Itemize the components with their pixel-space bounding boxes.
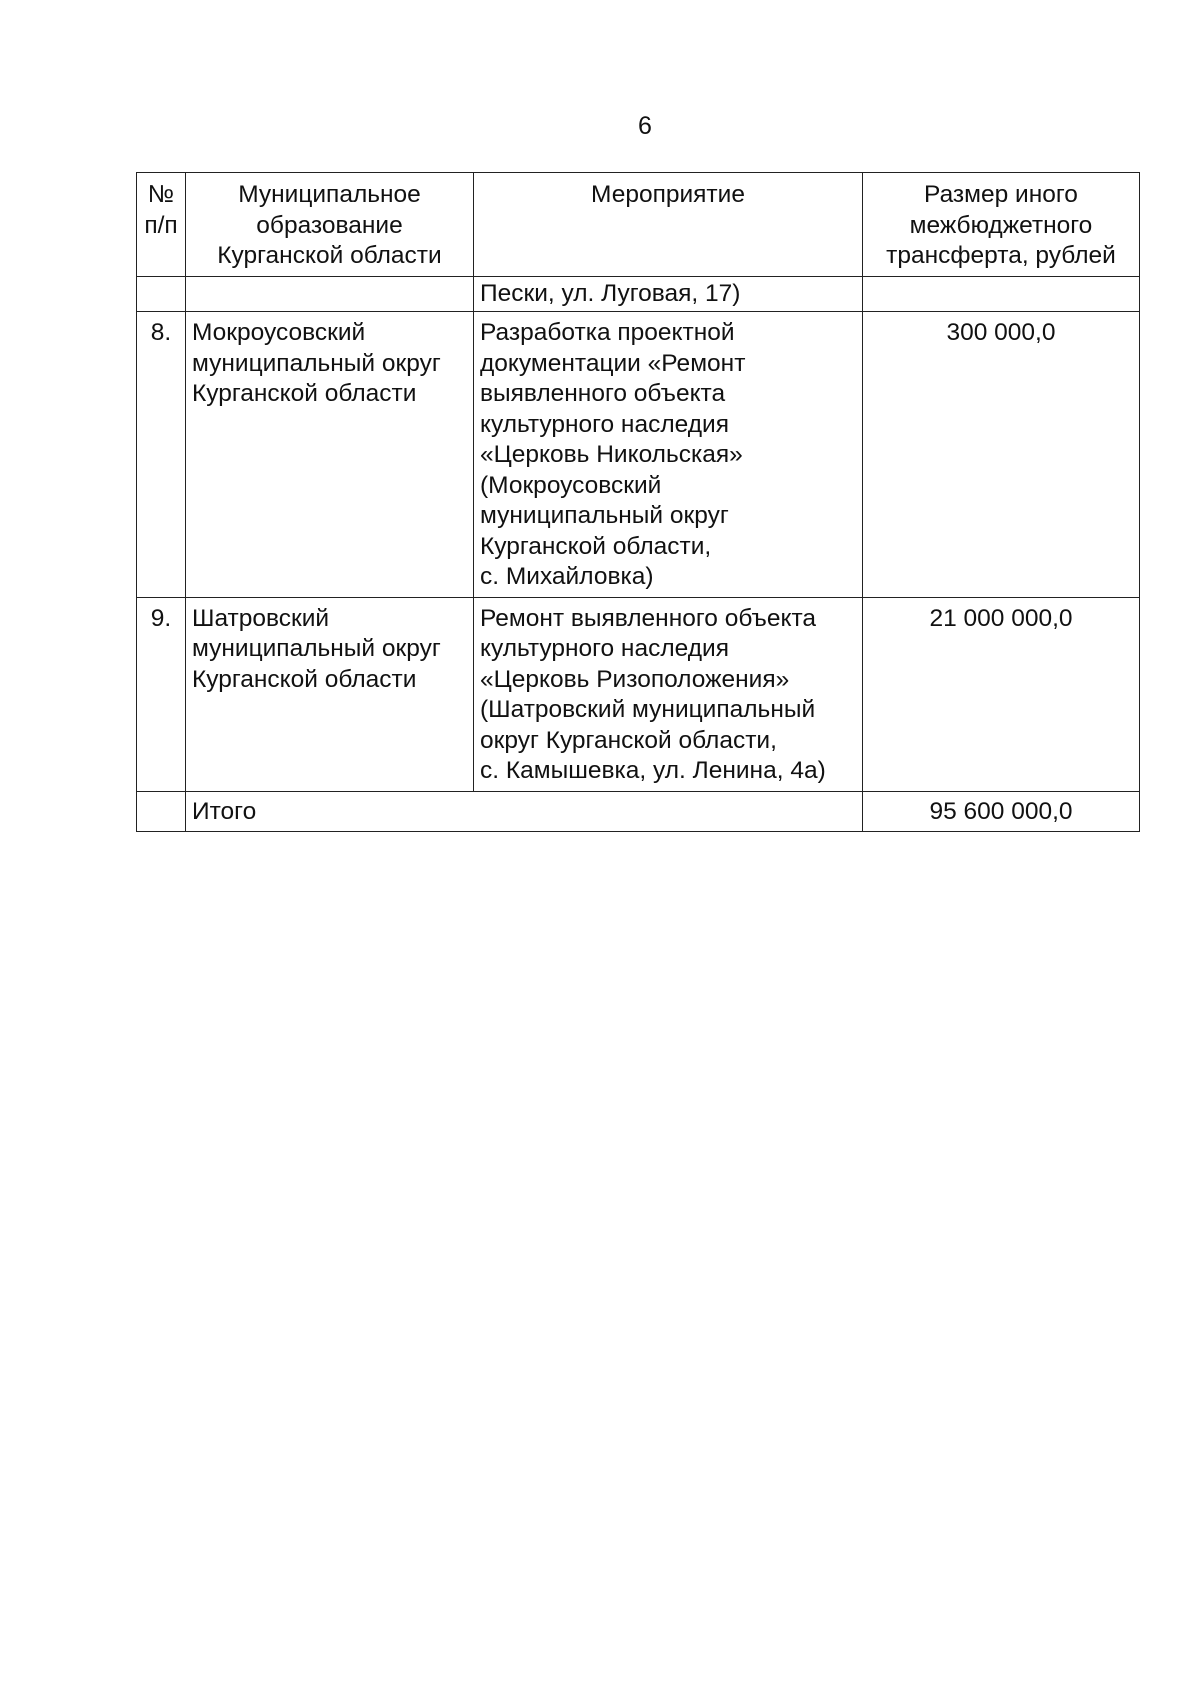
- total-label: Итого: [186, 791, 863, 832]
- table-row: [137, 597, 1140, 791]
- cell-num: 8.: [137, 312, 186, 598]
- header-municipality: Муниципальное образование Курганской области: [186, 173, 474, 277]
- header-num: № п/п: [137, 173, 186, 277]
- header-amount: Размер иного межбюджетного трансферта, рублей: [863, 173, 1140, 277]
- cell-municipality: Мокроусовский муниципальный округ Курганской области: [186, 312, 474, 598]
- table-total-row: [137, 791, 1140, 832]
- transfer-table: [136, 172, 1140, 832]
- header-event: Мероприятие: [474, 173, 863, 277]
- cell-event: Пески, ул. Луговая, 17): [474, 276, 863, 312]
- cell-num: [137, 791, 186, 832]
- table-header-row: [137, 173, 1140, 277]
- cell-num: [137, 276, 186, 312]
- cell-num: 9.: [137, 597, 186, 791]
- table-row: [137, 312, 1140, 598]
- cell-event: Разработка проектной документации «Ремонт выявленного объекта культурного наследия «Церковь Никольская» (Мокроусовский муниципальный округ Курганской области, с. Михайловка): [474, 312, 863, 598]
- cell-municipality: Шатровский муниципальный округ Курганской области: [186, 597, 474, 791]
- cell-municipality: [186, 276, 474, 312]
- cell-event: Ремонт выявленного объекта культурного наследия «Церковь Ризоположения» (Шатровский муниципальный округ Курганской области, с. Камышевка, ул. Ленина, 4а): [474, 597, 863, 791]
- table-row-continuation: [137, 276, 1140, 312]
- cell-amount: [863, 276, 1140, 312]
- cell-amount: 300 000,0: [863, 312, 1140, 598]
- total-amount: 95 600 000,0: [863, 791, 1140, 832]
- cell-amount: 21 000 000,0: [863, 597, 1140, 791]
- page-number: 6: [638, 112, 652, 140]
